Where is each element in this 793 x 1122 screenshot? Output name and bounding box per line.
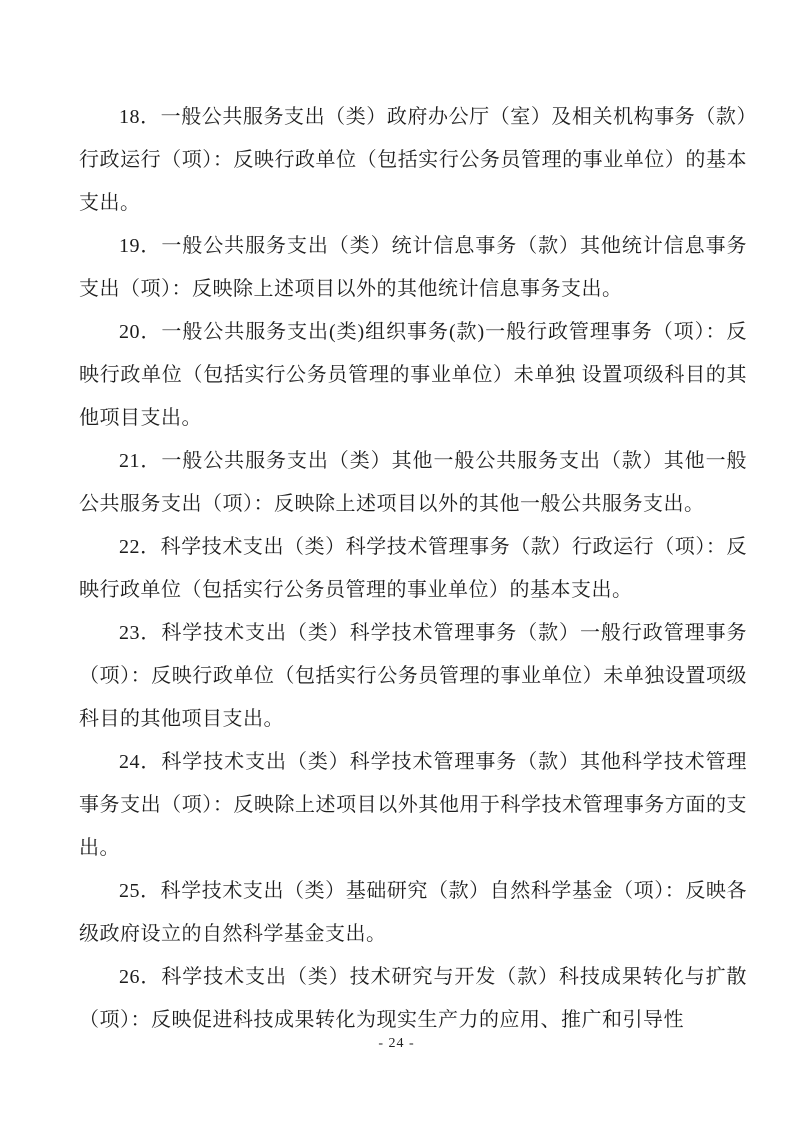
paragraph-26: 26．科学技术支出（类）技术研究与开发（款）科技成果转化与扩散（项）：反映促进科技成果转化为现实生产力的应用、推广和引导性 (79, 966, 747, 1031)
paragraph-21: 21．一般公共服务支出（类）其他一般公共服务支出（款）其他一般公共服务支出（项）：反映除上述项目以外的其他一般公共服务支出。 (79, 450, 747, 515)
page-number: - 24 - (378, 1036, 415, 1051)
paragraph-20: 20．一般公共服务支出(类)组织事务(款)一般行政管理事务（项）：反映行政单位（包括实行公务员管理的事业单位）未单独 设置项级科目的其他项目支出。 (79, 321, 747, 429)
document-body (79, 96, 747, 1042)
paragraph-24: 24．科学技术支出（类）科学技术管理事务（款）其他科学技术管理事务支出（项）：反映除上述项目以外其他用于科学技术管理事务方面的支出。 (79, 751, 747, 859)
paragraph-25: 25．科学技术支出（类）基础研究（款）自然科学基金（项）：反映各级政府设立的自然科学基金支出。 (79, 880, 747, 945)
paragraph-19: 19．一般公共服务支出（类）统计信息事务（款）其他统计信息事务支出（项）：反映除上述项目以外的其他统计信息事务支出。 (79, 235, 747, 300)
paragraph-18: 18．一般公共服务支出（类）政府办公厅（室）及相关机构事务（款）行政运行（项）：反映行政单位（包括实行公务员管理的事业单位）的基本 支出。 (79, 106, 747, 214)
paragraph-23: 23．科学技术支出（类）科学技术管理事务（款）一般行政管理事务（项）：反映行政单位（包括实行公务员管理的事业单位）未单独设置项级科目的其他项目支出。 (79, 622, 747, 730)
paragraph-22: 22．科学技术支出（类）科学技术管理事务（款）行政运行（项）：反映行政单位（包括实行公务员管理的事业单位）的基本支出。 (79, 536, 747, 601)
